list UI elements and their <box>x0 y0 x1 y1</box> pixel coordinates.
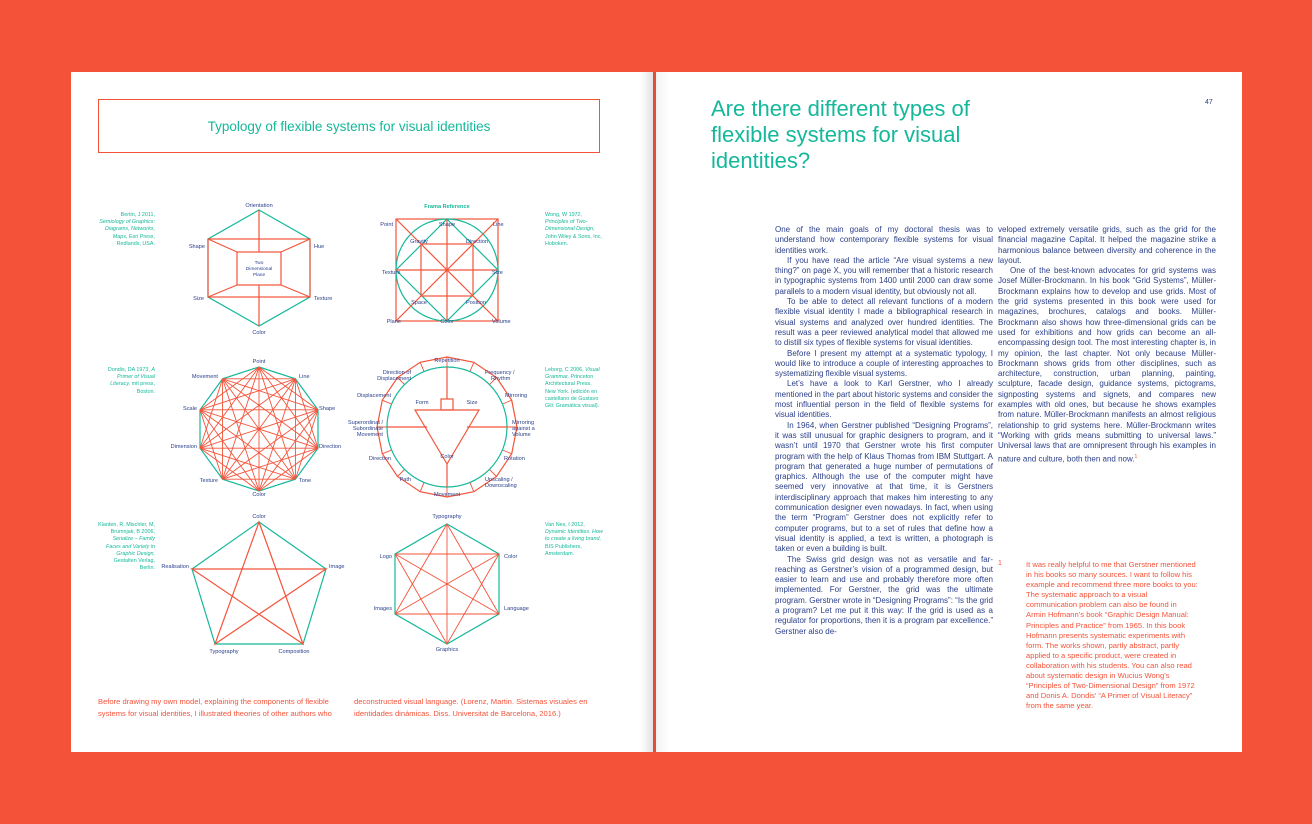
vannes-label-logo: Logo <box>379 554 392 560</box>
citation-dondis <box>97 367 155 396</box>
bertin-labels <box>189 203 333 336</box>
col1-paragraph-5: Let’s have a look to Karl Gerstner, who I already mentioned in the part about historic systems and consider the most influential person in the field of flexible systems for visual identities. <box>775 379 993 420</box>
body-column-2 <box>998 225 1216 464</box>
caption-column-2: deconstructed visual language. (Lorenz, Martin. Sistemas visuales en identidades dinámicas. Diss. Universitat de Barcelona, 2016.) <box>354 697 588 718</box>
wong-label-gravity: Gravity <box>410 239 428 245</box>
wong-label-texture: Texture <box>382 270 401 276</box>
leborg-label-mirrag1: Mirroring <box>512 420 535 426</box>
citation-klanten-author: Klanten, R, Mischler, M, Brumnjak, B 2006, <box>98 522 155 536</box>
dondis-label-color: Color <box>252 492 266 498</box>
klanten-star <box>192 522 326 644</box>
citation-leborg-author: Leborg, C 2006, <box>545 367 584 373</box>
bertin-label-texture: Texture <box>314 296 333 302</box>
vannes-line-8 <box>395 554 447 644</box>
vannes-label-graphics: Graphics <box>435 647 459 653</box>
caption-column-1: Before drawing my own model, explaining the components of flexible systems for visual identities, I illustrated theories of other authors who <box>98 697 332 718</box>
citation-wong <box>545 212 603 248</box>
dondis-line-19 <box>223 379 318 410</box>
bertin-label-color: Color <box>252 330 266 336</box>
citation-klanten <box>97 522 155 572</box>
dondis-labels <box>171 359 342 498</box>
citation-vannes-publisher: BIS Publishers, Amsterdam. <box>545 543 582 557</box>
bertin-label-shape: Shape <box>188 244 205 250</box>
dondis-line-29 <box>200 448 259 491</box>
dondis-line-34 <box>200 379 223 448</box>
col2-paragraph-1: veloped extremely versatile grids, such as the grid for the financial magazine Capital. It helped the magazine strike a harmonious balance between diversity and coherence in the layout. <box>998 225 1216 265</box>
col1-paragraph-6: In 1964, when Gerstner published “Designing Programs”, it was still unusual for graphic designers to program, and it wasn’t until 1970 that Gerstner wrote his first computer program with the help of Klaus Thomas from IBM Stuttgart. A program that generated a huge number of permutations of graphics. Although the use of the computer might have seemed very innovative at that time, it is Gerstners interdisciplinary approach that makes him interesting to any communication designer even nowadays. In fact, when using the term “Program” Gerstner does not explicitly refer to computer programs, but to a set of rules that define how a visual identity is applied, a text is written, a photograph is taken or even a building is built. <box>775 420 993 554</box>
bertin-label-size: Size <box>193 296 204 302</box>
leborg-label-color: Color <box>440 454 454 460</box>
leborg-label-super3: Movement <box>356 432 383 438</box>
dondis-label-dimension: Dimension <box>170 444 197 450</box>
klanten-label-composition: Composition <box>278 649 310 655</box>
wong-label-direction: Direction <box>465 239 489 245</box>
col2-paragraph-2-text: One of the best-known advocates for grid systems was Josef Müller-Brockmann. In his book “Grid Systems”, Müller-Brockmann explains how to develop and use grids. Most of the grid systems presented in this book were used for magazines, brochures, catalogs and books. Müller-Brockmann also shows how three-dimensional grids can be used for exhibitions and how grids can become an all-encompassing design tool. The most interesting chapter is, in my opinion, the last chapter. Not only because Müller-Brockmann shows grids from other disciplines, such as architecture, construction, urban planning, painting, sculpture, facade design, guidance systems, pictograms, signposting systems and signets, and compares new examples with old ones, but because he shows examples from nature. Müller-Brockmann manifests an almost religious relationship to grid systems here. Müller-Brockmann writes “Working with grids means submitting to universal laws.” Universal laws that are omnipresent through his examples in nature and culture, both then and now. <box>998 266 1216 464</box>
wong-label-size: Size <box>492 270 503 276</box>
leborg-label-freq1: Frequency / <box>485 370 515 376</box>
col1-paragraph-1: One of the main goals of my doctoral thesis was to understand how contemporary flexible systems for visual identities work. <box>775 225 993 255</box>
vannes-labels <box>374 514 529 653</box>
citation-wong-title: Principles of Two-Dimensional Design, <box>545 219 595 233</box>
wong-label-volume: Volume <box>492 319 511 325</box>
citation-klanten-title: Serialize – Family Faces and Variety in Graphic Design, <box>106 536 155 557</box>
dondis-label-movement: Movement <box>191 374 218 380</box>
leborg-label-dirdisp1: Direction of <box>382 370 411 376</box>
vannes-label-language: Language <box>504 606 529 612</box>
citation-leborg-title: Visual Grammar, <box>545 367 600 381</box>
vannes-label-images: Images <box>373 606 392 612</box>
leborg-label-mirrag2: against a <box>512 426 535 432</box>
citation-dondis-title: A Primer of Visual Literacy, <box>110 367 155 388</box>
wong-label-header: Frama Reference <box>424 204 470 210</box>
dondis-diagram <box>200 367 318 491</box>
klanten-labels <box>161 514 344 655</box>
left-page <box>71 72 653 752</box>
leborg-label-displacement: Displacement <box>357 393 391 399</box>
wong-label-color: Color <box>440 319 454 325</box>
leborg-label-size: Size <box>466 400 478 406</box>
klanten-label-typography: Typography <box>209 649 239 655</box>
dondis-label-texture: Texture <box>199 478 218 484</box>
dondis-label-shape: Shape <box>319 406 336 412</box>
klanten-label-color: Color <box>252 514 266 520</box>
body-column-1 <box>775 225 993 637</box>
leborg-label-super2: Subordinate <box>352 426 383 432</box>
leborg-label-dirdisp2: Displacement <box>377 376 411 382</box>
dondis-label-point: Point <box>252 359 266 365</box>
citation-leborg-publisher: Princeton Architectural Press, New York. (edición en castellano de Gustavo Gili: Gramática visual). <box>545 374 600 410</box>
vannes-diagram <box>395 524 499 644</box>
citation-vannes-title: Dynamic Identities. How to create a living brand, <box>545 529 603 543</box>
article-heading: Are there different types of flexible systems for visual identities? <box>711 96 970 173</box>
leborg-label-mirrag3: Volume <box>512 432 531 438</box>
dondis-label-direction: Direction <box>319 444 342 450</box>
dondis-label-tone: Tone <box>299 478 312 484</box>
wong-label-position: Position <box>466 300 486 306</box>
wong-label-point: Point <box>380 222 393 228</box>
citation-klanten-publisher: Gestalten Verlag, Berlin. <box>113 558 155 572</box>
col1-paragraph-3: To be able to detect all relevant functions of a modern flexible visual identity I made a bibliographical research in visual systems and analyzed over hundred identities. The result was a peer reviewed analytical model that allowed me to distill six types of flexible systems for visual identities. <box>775 297 993 348</box>
citation-wong-author: Wong, W 1972, <box>545 212 583 218</box>
wong-label-shape: Shape <box>438 222 456 228</box>
wong-label-line: Line <box>493 222 504 228</box>
leborg-label-upscale2: Downscaling <box>485 483 517 489</box>
typology-diagrams <box>71 72 653 752</box>
dondis-line-31 <box>223 379 259 491</box>
footnote-reference: 1 <box>1134 453 1138 460</box>
citation-vannes <box>545 522 603 558</box>
citation-vannes-author: Van Nes, I 2012, <box>545 522 585 528</box>
citation-bertin-author: Bertin, J 2011, <box>120 212 155 218</box>
citation-dondis-publisher: mit press, Boston. <box>131 381 155 395</box>
leborg-label-direction: Direction <box>368 456 391 462</box>
dondis-label-line: Line <box>299 374 310 380</box>
leborg-label-rotation: Rotation <box>504 456 525 462</box>
wong-label-plane: Plane <box>386 319 401 325</box>
typology-title: Typology of flexible systems for visual identities <box>207 118 491 134</box>
page-number: 47 <box>1205 99 1213 106</box>
leborg-label-form: Form <box>415 400 429 406</box>
leborg-label-movement: Movement <box>433 492 461 498</box>
citation-bertin-publisher: Esri Press, Redlands, USA. <box>116 233 155 247</box>
leborg-label-freq2: Rhythm <box>491 376 511 382</box>
citation-wong-publisher: John Wiley & Sons, Inc, Hoboken. <box>545 233 602 247</box>
col1-paragraph-7: The Swiss grid design was not as versatile and far-reaching as Gerstner’s vision of a programmed design, but easier to learn and use and probably therefore more often implemented. For Gerstner, the grid was the ultimate program. Gerstner wrote in “Designing Programs”: “Is the grid a program? Let me put it this way: If the grid is used as a regulator for proportions, then it is a program par excellence.” Gerstner also de- <box>775 554 993 636</box>
leborg-label-super1: Superordinat / <box>347 420 383 426</box>
bertin-label-orientation: Orientation <box>245 203 273 209</box>
bertin-center-line3: Plane <box>252 273 266 278</box>
citation-bertin-title: Semiology of Graphics: Diagrams, Networks, Maps, <box>99 219 155 240</box>
klanten-label-image: Image <box>329 564 345 570</box>
col1-paragraph-2: If you have read the article “Are visual systems a new thing?” on page X, you will remember that a historic research in typographic systems from 1400 until 2000 can draw some parallels to a modern visual identity, but obviously not all. <box>775 255 993 296</box>
klanten-diagram <box>192 522 326 644</box>
right-page <box>656 72 1242 752</box>
footnote-text: It was really helpful to me that Gerstner mentioned in his books so many sources. I want to follow his example and recommend three more books to you: The systematic approach to a visual communication problem can also be found in Armin Hofmann’s book “Graphic Design Manual: Principles and Practice” from 1965. In this book Hofmann presents systematic experiments with form. The works shown, partly abstract, partly applied to a specific product, were created in collaboration with his students. You can also read about systematic design in Wucius Wong’s “Principles of Two-Dimensional Design” from 1972 and Donis A. Dondis’ “A Primer of Visual Literacy” from the same year. <box>1026 560 1198 711</box>
vannes-label-color: Color <box>504 554 518 560</box>
leborg-label-path: Path <box>399 477 411 483</box>
col2-paragraph-2 <box>998 266 1216 464</box>
citation-dondis-author: Dondis, DA 1973, <box>107 367 150 373</box>
citation-leborg <box>545 367 603 410</box>
citation-bertin <box>97 212 155 248</box>
footnote-number: 1 <box>998 560 1002 567</box>
dondis-label-scale: Scale <box>183 406 197 412</box>
dondis-line-32 <box>200 410 223 479</box>
col1-paragraph-4: Before I present my attempt at a systematic typology, I would like to introduce a couple of interesting approaches to systematizing flexible visual systems. <box>775 348 993 379</box>
klanten-label-realisation: Realisation <box>161 564 189 570</box>
leborg-label-repetition: Repetition <box>434 358 460 364</box>
wong-label-space: Space <box>411 300 427 306</box>
bertin-center-line2: Dimensional <box>245 267 273 272</box>
bertin-label-hue: Hue <box>314 244 325 250</box>
bertin-center-line1: Two <box>254 261 264 266</box>
leborg-label-upscale1: Upscaling / <box>485 477 513 483</box>
leborg-label-mirroring: Mirroring <box>505 393 528 399</box>
vannes-label-typography: Typography <box>432 514 462 520</box>
